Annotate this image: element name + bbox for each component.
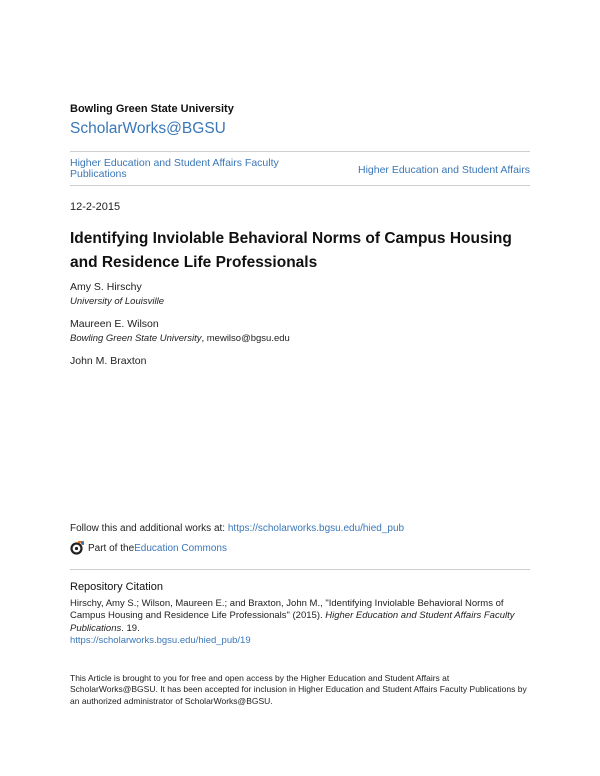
citation-heading: Repository Citation: [70, 581, 163, 593]
author-name-2: Maureen E. Wilson: [70, 318, 159, 330]
bepress-commons-icon: [70, 541, 85, 555]
repository-name[interactable]: ScholarWorks@BGSU: [70, 120, 226, 137]
part-of-prefix: Part of the: [88, 542, 135, 554]
top-divider: [70, 151, 530, 152]
affiliation-institution-2: Bowling Green State University: [70, 333, 202, 344]
follow-url-link[interactable]: https://scholarworks.bgsu.edu/hied_pub: [227, 523, 405, 534]
article-title: Identifying Inviolable Behavioral Norms of Campus Housing and Residence Life Professionals: [70, 230, 512, 271]
follow-line: [70, 523, 404, 534]
access-notice: This Article is brought to you for free and open access by the Higher Education and Student Affairs at ScholarWorks@BGSU. It has been accepted for inclusion in Higher Education and Student Affairs Faculty Publications by an authorized administrator of ScholarWorks@BGSU.: [70, 673, 527, 706]
author-name-1: Amy S. Hirschy: [70, 281, 142, 293]
follow-text: Follow this and additional works at:: [70, 523, 228, 534]
citation-plain-text: Hirschy, Amy S.; Wilson, Maureen E.; and Braxton, John M., "Identifying Inviolable Behavioral Norms of Campus Housing and Residence Life Professionals" (2015).: [70, 598, 504, 622]
institution-name: Bowling Green State University: [70, 103, 234, 115]
publication-date: 12-2-2015: [70, 201, 121, 213]
citation-divider: [70, 569, 530, 570]
collection-link-faculty-publications[interactable]: Higher Education and Student Affairs Faculty Publications: [70, 157, 279, 180]
author-name-3: John M. Braxton: [70, 355, 147, 367]
collection-divider: [70, 185, 530, 186]
collection-link-department[interactable]: Higher Education and Student Affairs: [357, 164, 530, 176]
citation-journal: Higher Education and Student Affairs Faculty Publications: [70, 610, 515, 634]
citation-number: . 19.: [121, 622, 140, 634]
part-of-line: [70, 541, 227, 555]
affiliation-institution-1: University of Louisville: [70, 296, 164, 307]
education-commons-link[interactable]: Education Commons: [134, 542, 227, 554]
citation-text: [70, 598, 530, 647]
author-affiliation-1: [70, 296, 164, 307]
author-affiliation-2: [70, 333, 290, 344]
author-email-2[interactable]: , mewilso@bgsu.edu: [201, 333, 290, 344]
citation-url-link[interactable]: https://scholarworks.bgsu.edu/hied_pub/19: [70, 634, 251, 646]
